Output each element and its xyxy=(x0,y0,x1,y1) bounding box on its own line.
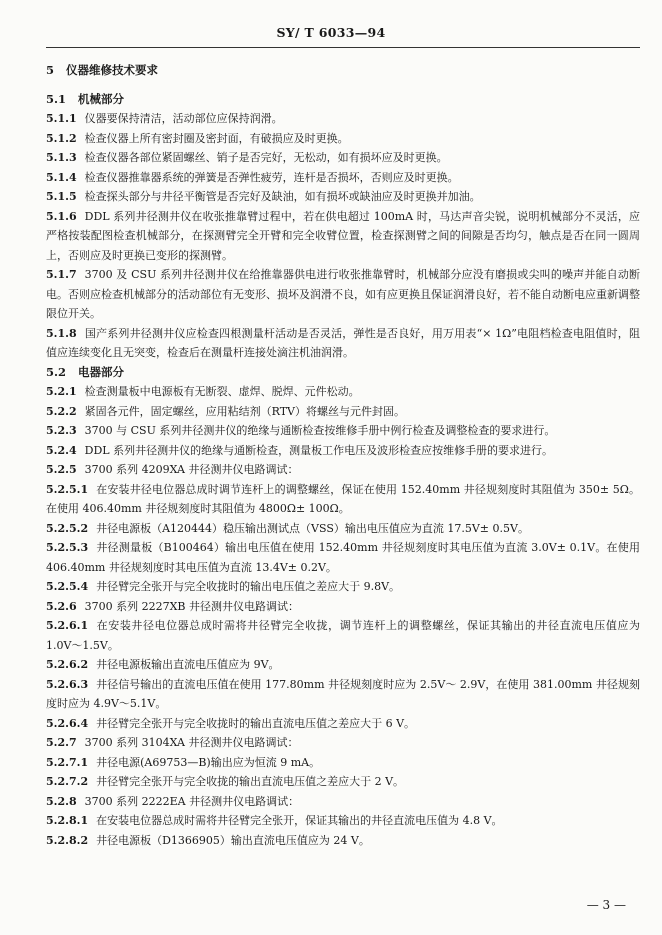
clause-number: 5.2.7.2 xyxy=(46,775,89,788)
clause-text: 检查探头部分与井径平衡管是否完好及缺油，如有损坏或缺油应及时更换并加油。 xyxy=(84,190,481,203)
clause-paragraph xyxy=(46,792,640,812)
clause-text: 井径测量板（B100464）输出电压值在使用 152.40mm 井径规刻度时其电压值为直流 3.0V± 0.1V。在使用 406.40mm 井径规刻度时其电压值为直流 13.4V± 0.2V。 xyxy=(46,541,640,574)
clause-number: 5 xyxy=(46,63,55,77)
clause-text: 3700 系列 4209XA 井径测井仪电路调试： xyxy=(84,463,299,476)
clause-paragraph xyxy=(46,148,640,168)
clause-paragraph xyxy=(46,811,640,831)
clause-text: DDL 系列井径测井仪的绝缘与通断检查，测量板工作电压及波形检查应按维修手册的要求进行。 xyxy=(84,443,554,457)
clause-number: 5.1.4 xyxy=(46,170,77,184)
section-heading xyxy=(46,363,640,383)
clause-paragraph xyxy=(46,265,640,324)
clause-number: 5.2.1 xyxy=(46,385,77,398)
clause-number: 5.2.7 xyxy=(46,736,77,749)
clause-number: 5.2.6.1 xyxy=(46,619,89,632)
clause-paragraph xyxy=(46,129,640,149)
clause-number: 5.2.6 xyxy=(46,599,77,613)
section-heading xyxy=(46,61,640,81)
clause-paragraph xyxy=(46,772,640,792)
clause-number: 5.2.5.2 xyxy=(46,521,89,535)
clause-text: 3700 及 CSU 系列井径测井仪在给推靠器供电进行收张推靠臂时，机械部分应没有磨损或尖叫的噪声并能自动断电。否则应检查机械部分的活动部位有无变形、损坏及润滑不良，如有应更换且保证润滑良好，若不能自动断电应重新调整限位开关。 xyxy=(46,268,640,320)
clause-paragraph xyxy=(46,168,640,188)
clause-text: 3700 系列 2227XB 井径测井仪电路调试： xyxy=(84,599,300,613)
clause-text: 电器部分 xyxy=(78,364,125,379)
clause-text: 3700 与 CSU 系列井径测井仪的绝缘与通断检查按维修手册中例行检查及调整检查的要求进行。 xyxy=(84,424,556,437)
clause-number: 5.2.5.3 xyxy=(46,541,89,554)
clause-text: 井径电源板（A120444）稳压输出测试点（VSS）输出电压值应为直流 17.5V± 0.5V。 xyxy=(96,521,529,535)
clause-paragraph xyxy=(46,597,640,617)
clause-text: 井径电源板输出直流电压值应为 9V。 xyxy=(96,658,280,671)
clause-number: 5.2.6.2 xyxy=(46,658,89,671)
document-body xyxy=(46,61,640,850)
clause-text: 3700 系列 3104XA 井径测井仪电路调试： xyxy=(84,736,299,749)
clause-text: 检查仪器上所有密封圈及密封面，有破损应及时更换。 xyxy=(84,131,349,145)
clause-paragraph xyxy=(46,324,640,363)
clause-paragraph xyxy=(46,382,640,402)
clause-number: 5.2.5.1 xyxy=(46,482,89,496)
clause-paragraph xyxy=(46,714,640,734)
clause-number: 5.2.5 xyxy=(46,463,77,476)
clause-paragraph xyxy=(46,733,640,753)
clause-number: 5.1.8 xyxy=(46,326,77,340)
clause-paragraph xyxy=(46,187,640,207)
clause-text: 井径臂完全张开与完全收拢的输出直流电压值之差应大于 2 V。 xyxy=(96,775,405,788)
clause-text: 仪器维修技术要求 xyxy=(66,63,159,77)
clause-text: DDL 系列井径测井仪在收张推靠臂过程中，若在供电超过 100mA 时，马达声音尖锐，说明机械部分不灵活，应严格按装配图检查机械部分，在探测臂完全开臂和完全收臂位置，检查探测臂之间的间隙是否均匀，触点是否在同一圆周上，否则应及时更换已变形的探测臂。 xyxy=(46,209,640,262)
clause-paragraph xyxy=(46,109,640,129)
clause-number: 5.1.5 xyxy=(46,190,77,203)
clause-text: 在安装电位器总成时需将井径臂完全张开，保证其输出的井径直流电压值为 4.8 V。 xyxy=(96,814,503,827)
clause-number: 5.2.7.1 xyxy=(46,755,89,769)
clause-text: 机械部分 xyxy=(78,91,125,106)
clause-number: 5.2.2 xyxy=(46,404,77,418)
clause-paragraph xyxy=(46,831,640,851)
clause-number: 5.2.6.4 xyxy=(46,716,89,730)
clause-paragraph xyxy=(46,577,640,597)
clause-number: 5.1.7 xyxy=(46,268,77,281)
clause-number: 5.2 xyxy=(46,364,67,379)
clause-number: 5.2.3 xyxy=(46,424,77,437)
clause-text: 井径电源(A69753—B)输出应为恒流 9 mA。 xyxy=(96,755,321,769)
clause-number: 5.2.6.3 xyxy=(46,677,89,691)
clause-number: 5.1.6 xyxy=(46,209,77,223)
clause-text: 检查仪器推靠器系统的弹簧是否弹性疲劳，连杆是否损坏，否则应及时更换。 xyxy=(84,170,459,184)
clause-number: 5.1.1 xyxy=(46,112,77,125)
clause-paragraph xyxy=(46,538,640,577)
clause-text: 检查测量板中电源板有无断裂、虚焊、脱焊、元件松动。 xyxy=(84,385,360,398)
clause-text: 国产系列井径测井仪应检查四根测量杆活动是否灵活，弹性是否良好，用万用表“× 1Ω”电阻档检查电阻值时，阻值应连续变化且无突变，检查后在测量杆连接处滴注机油润滑。 xyxy=(46,326,640,359)
clause-number: 5.2.5.4 xyxy=(46,580,89,593)
clause-paragraph xyxy=(46,402,640,422)
clause-text: 井径信号输出的直流电压值在使用 177.80mm 井径规刻度时应为 2.5V～ 2.9V，在使用 381.00mm 井径规刻度时应为 4.9V～5.1V。 xyxy=(46,677,640,710)
section-heading xyxy=(46,90,640,110)
page-number: — 3 — xyxy=(586,898,626,912)
clause-number: 5.2.8.1 xyxy=(46,814,89,827)
clause-paragraph xyxy=(46,480,640,519)
clause-number: 5.1.2 xyxy=(46,131,77,145)
section-gap xyxy=(46,81,640,90)
clause-paragraph xyxy=(46,753,640,773)
clause-paragraph xyxy=(46,460,640,480)
clause-paragraph xyxy=(46,441,640,461)
header-rule xyxy=(46,47,640,48)
clause-text: 井径臂完全张开与完全收拢时的输出直流电压值之差应大于 6 V。 xyxy=(96,716,416,730)
clause-paragraph xyxy=(46,519,640,539)
clause-paragraph xyxy=(46,421,640,441)
clause-number: 5.2.8 xyxy=(46,794,77,808)
clause-text: 检查仪器各部位紧固螺丝、销子是否完好，无松动，如有损坏应及时更换。 xyxy=(84,151,448,164)
clause-text: 仪器要保持清洁，活动部位应保持润滑。 xyxy=(84,112,283,125)
clause-text: 在安装井径电位器总成时调节连杆上的调整螺丝，保证在使用 152.40mm 井径规刻度时其阻值为 350± 5Ω。在使用 406.40mm 井径规刻度时其阻值为 4800Ω± 100Ω。 xyxy=(46,482,640,515)
clause-paragraph xyxy=(46,616,640,655)
clause-text: 在安装井径电位器总成时需将井径臂完全收拢，调节连杆上的调整螺丝，保证其输出的井径直流电压值应为 1.0V～1.5V。 xyxy=(46,619,640,652)
clause-paragraph xyxy=(46,655,640,675)
clause-number: 5.2.8.2 xyxy=(46,833,89,847)
clause-text: 紧固各元件，固定螺丝，应用粘结剂（RTV）将螺丝与元件封固。 xyxy=(84,404,405,418)
clause-number: 5.2.4 xyxy=(46,443,77,457)
clause-text: 3700 系列 2222EA 井径测井仪电路调试： xyxy=(84,794,300,808)
clause-text: 井径臂完全张开与完全收拢时的输出电压值之差应大于 9.8V。 xyxy=(96,580,401,593)
clause-paragraph xyxy=(46,207,640,266)
clause-paragraph xyxy=(46,675,640,714)
page-header: SY/ T 6033—94 xyxy=(276,25,386,40)
clause-number: 5.1.3 xyxy=(46,151,77,164)
clause-number: 5.1 xyxy=(46,91,67,106)
clause-text: 井径电源板（D1366905）输出直流电压值应为 24 V。 xyxy=(96,833,370,847)
